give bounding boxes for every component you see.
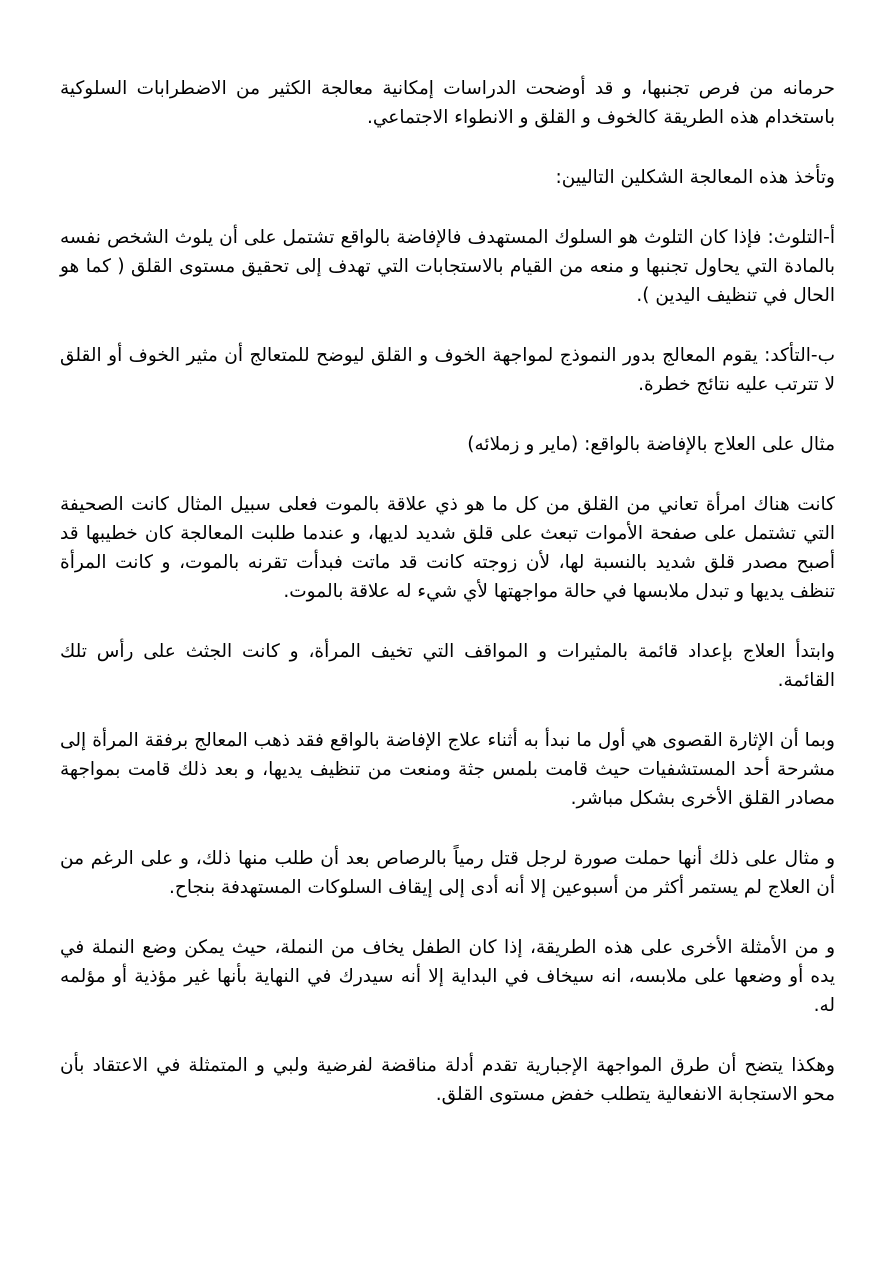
paragraph-treatment-start: وابتدأ العلاج بإعداد قائمة بالمثيرات و المواقف التي تخيف المرأة، و كانت الجثث على رأس تلك القائمة. xyxy=(60,641,835,691)
paragraph-case-description: كانت هناك امرأة تعاني من القلق من كل ما هو ذي علاقة بالموت فعلى سبيل المثال كانت الصحيفة التي تشتمل على صفحة الأموات تبعث على قلق شديد لديها، و عندما طلبت المعالجة كان خطيبها قد أصبح مصدر قلق شديد بالنسبة لها، لأن زوجته كانت قد ماتت فبدأت تقرنه بالموت، و كانت المرأة تنظف يديها و تبدل ملابسها في حالة مواجهتها لأي شيء له علاقة بالموت. xyxy=(60,494,835,602)
paragraph-photo-example: و مثال على ذلك أنها حملت صورة لرجل قتل رمياً بالرصاص بعد أن طلب منها ذلك، و على الرغم من أن العلاج لم يستمر أكثر من أسبوعين إلا أنه أدى إلى إيقاف السلوكات المستهدفة بنجاح. xyxy=(60,848,835,898)
paragraph-ant-example: و من الأمثلة الأخرى على هذه الطريقة، إذا كان الطفل يخاف من النملة، حيث يمكن وضع النملة في يده أو وضعها على ملابسه، انه سيخاف في البداية إلا أنه سيدرك في النهاية بأنها غير مؤذية أو مؤلمه له. xyxy=(60,937,835,1016)
paragraph-morgue-exposure: وبما أن الإثارة القصوى هي أول ما نبدأ به أثناء علاج الإفاضة بالواقع فقد ذهب المعالج برفقة المرأة إلى مشرحة أحد المستشفيات حيث قامت بلمس جثة ومنعت من تنظيف يديها، و بعد ذلك قامت بمواجهة مصادر القلق الأخرى بشكل مباشر. xyxy=(60,730,835,809)
paragraph-conclusion: وهكذا يتضح أن طرق المواجهة الإجبارية تقدم أدلة مناقضة لفرضية ولبي و المتمثلة في الاعتقاد بأن محو الاستجابة الانفعالية يتطلب خفض مستوى القلق. xyxy=(60,1055,835,1105)
paragraph-two-forms-heading: وتأخذ هذه المعالجة الشكلين التاليين: xyxy=(555,167,835,188)
paragraph-example-heading: مثال على العلاج بالإفاضة بالواقع: (ماير و زملائه) xyxy=(467,434,835,455)
document-body xyxy=(60,74,835,1109)
paragraph-intro-continuation: حرمانه من فرص تجنبها، و قد أوضحت الدراسات إمكانية معالجة الكثير من الاضطرابات السلوكية باستخدام هذه الطريقة كالخوف و القلق و الانطواء الاجتماعي. xyxy=(60,78,835,128)
paragraph-checking: ب-التأكد: يقوم المعالج بدور النموذج لمواجهة الخوف و القلق ليوضح للمتعالج أن مثير الخوف أو القلق لا تترتب عليه نتائج خطرة. xyxy=(60,345,835,395)
paragraph-contamination: أ-التلوث: فإذا كان التلوث هو السلوك المستهدف فالإفاضة بالواقع تشتمل على أن يلوث الشخص نفسه بالمادة التي يحاول تجنبها و منعه من القيام بالاستجابات التي تهدف إلى تحقيق مستوى القلق ( كما هو الحال في تنظيف اليدين ). xyxy=(60,227,835,306)
